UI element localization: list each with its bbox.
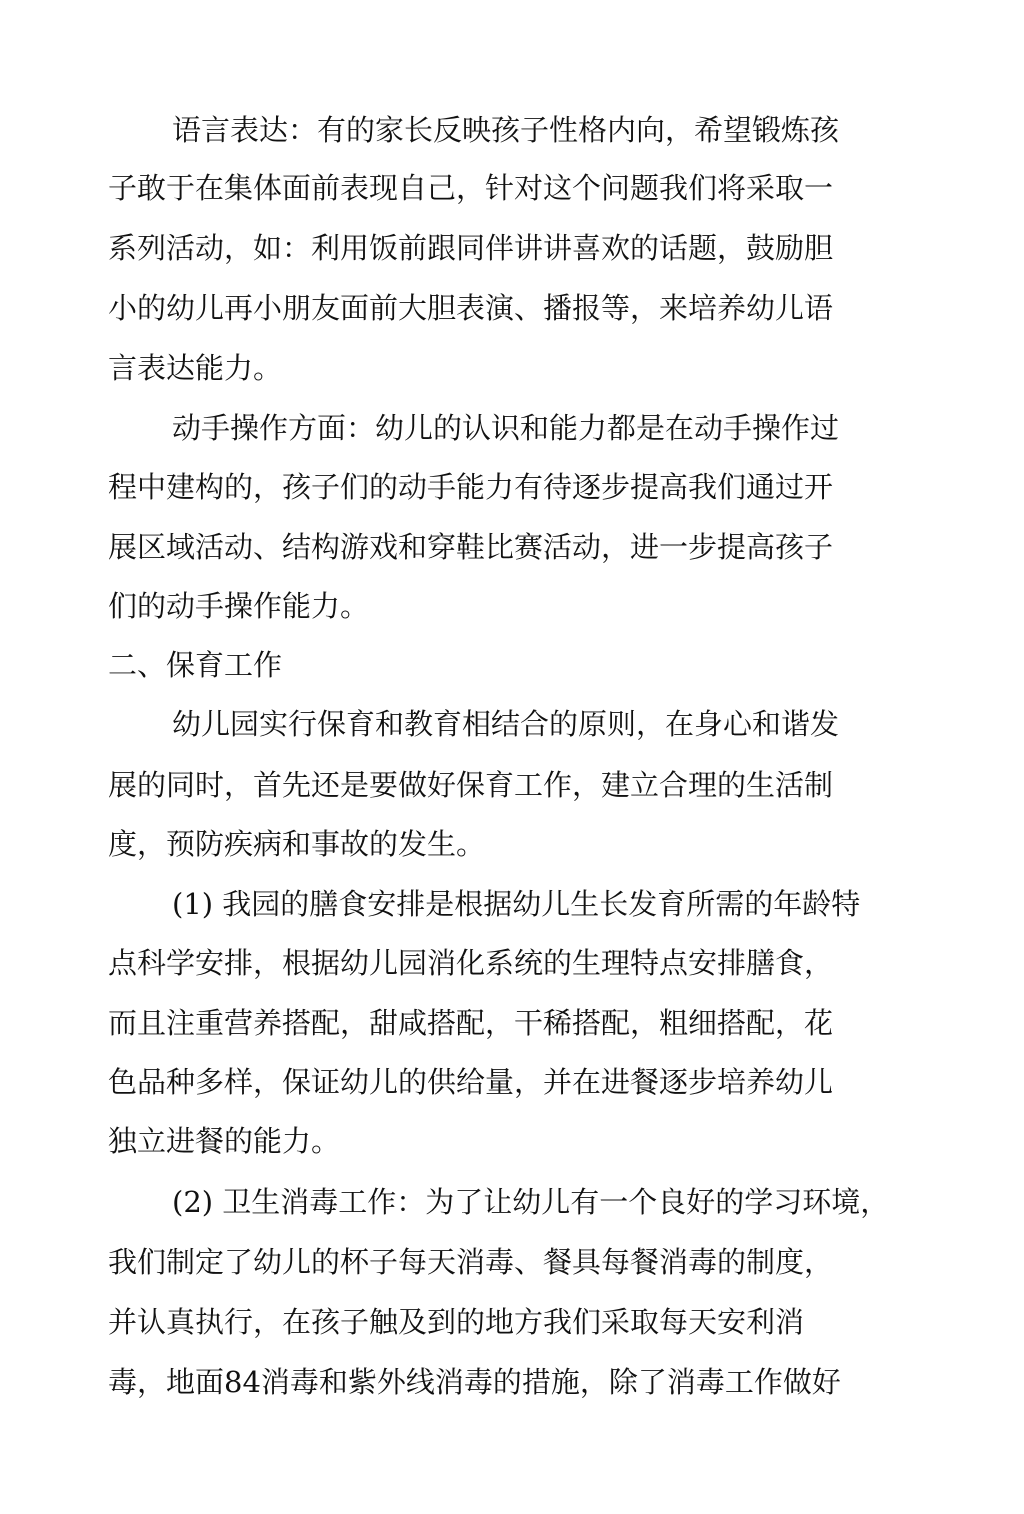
paragraph-line: 幼儿园实行保育和教育相结合的原则，在身心和谐发 <box>172 707 840 741</box>
paragraph-line: 语言表达：有的家长反映孩子性格内向，希望锻炼孩 <box>172 113 840 147</box>
paragraph-line: 程中建构的，孩子们的动手能力有待逐步提高我们通过开 <box>108 470 834 504</box>
paragraph-line: 毒，地面84消毒和紫外线消毒的措施，除了消毒工作做好 <box>108 1365 841 1399</box>
section-heading: 二、保育工作 <box>108 648 283 682</box>
paragraph-line: (1) 我园的膳食安排是根据幼儿生长发育所需的年龄特 <box>172 887 861 921</box>
paragraph-line: 动手操作方面：幼儿的认识和能力都是在动手操作过 <box>172 411 840 445</box>
paragraph-line: 色品种多样，保证幼儿的供给量，并在进餐逐步培养幼儿 <box>108 1065 834 1099</box>
paragraph-line: (2) 卫生消毒工作：为了让幼儿有一个良好的学习环境， <box>172 1185 890 1219</box>
paragraph-line: 点科学安排，根据幼儿园消化系统的生理特点安排膳食， <box>108 946 834 980</box>
paragraph-line: 展的同时，首先还是要做好保育工作，建立合理的生活制 <box>108 768 834 802</box>
paragraph-line: 展区域活动、结构游戏和穿鞋比赛活动，进一步提高孩子 <box>108 530 834 564</box>
paragraph-line: 而且注重营养搭配，甜咸搭配，干稀搭配，粗细搭配，花 <box>108 1006 834 1040</box>
paragraph-line: 度，预防疾病和事故的发生。 <box>108 827 486 861</box>
paragraph-line: 小的幼儿再小朋友面前大胆表演、播报等，来培养幼儿语 <box>108 291 834 325</box>
paragraph-line: 子敢于在集体面前表现自己，针对这个问题我们将采取一 <box>108 171 834 205</box>
paragraph-line: 我们制定了幼儿的杯子每天消毒、餐具每餐消毒的制度， <box>108 1245 834 1279</box>
paragraph-line: 言表达能力。 <box>108 351 283 385</box>
paragraph-line: 并认真执行，在孩子触及到的地方我们采取每天安利消 <box>108 1305 805 1339</box>
paragraph-line: 系列活动，如：利用饭前跟同伴讲讲喜欢的话题，鼓励胆 <box>108 231 834 265</box>
paragraph-line: 们的动手操作能力。 <box>108 589 370 623</box>
paragraph-line: 独立进餐的能力。 <box>108 1124 341 1158</box>
